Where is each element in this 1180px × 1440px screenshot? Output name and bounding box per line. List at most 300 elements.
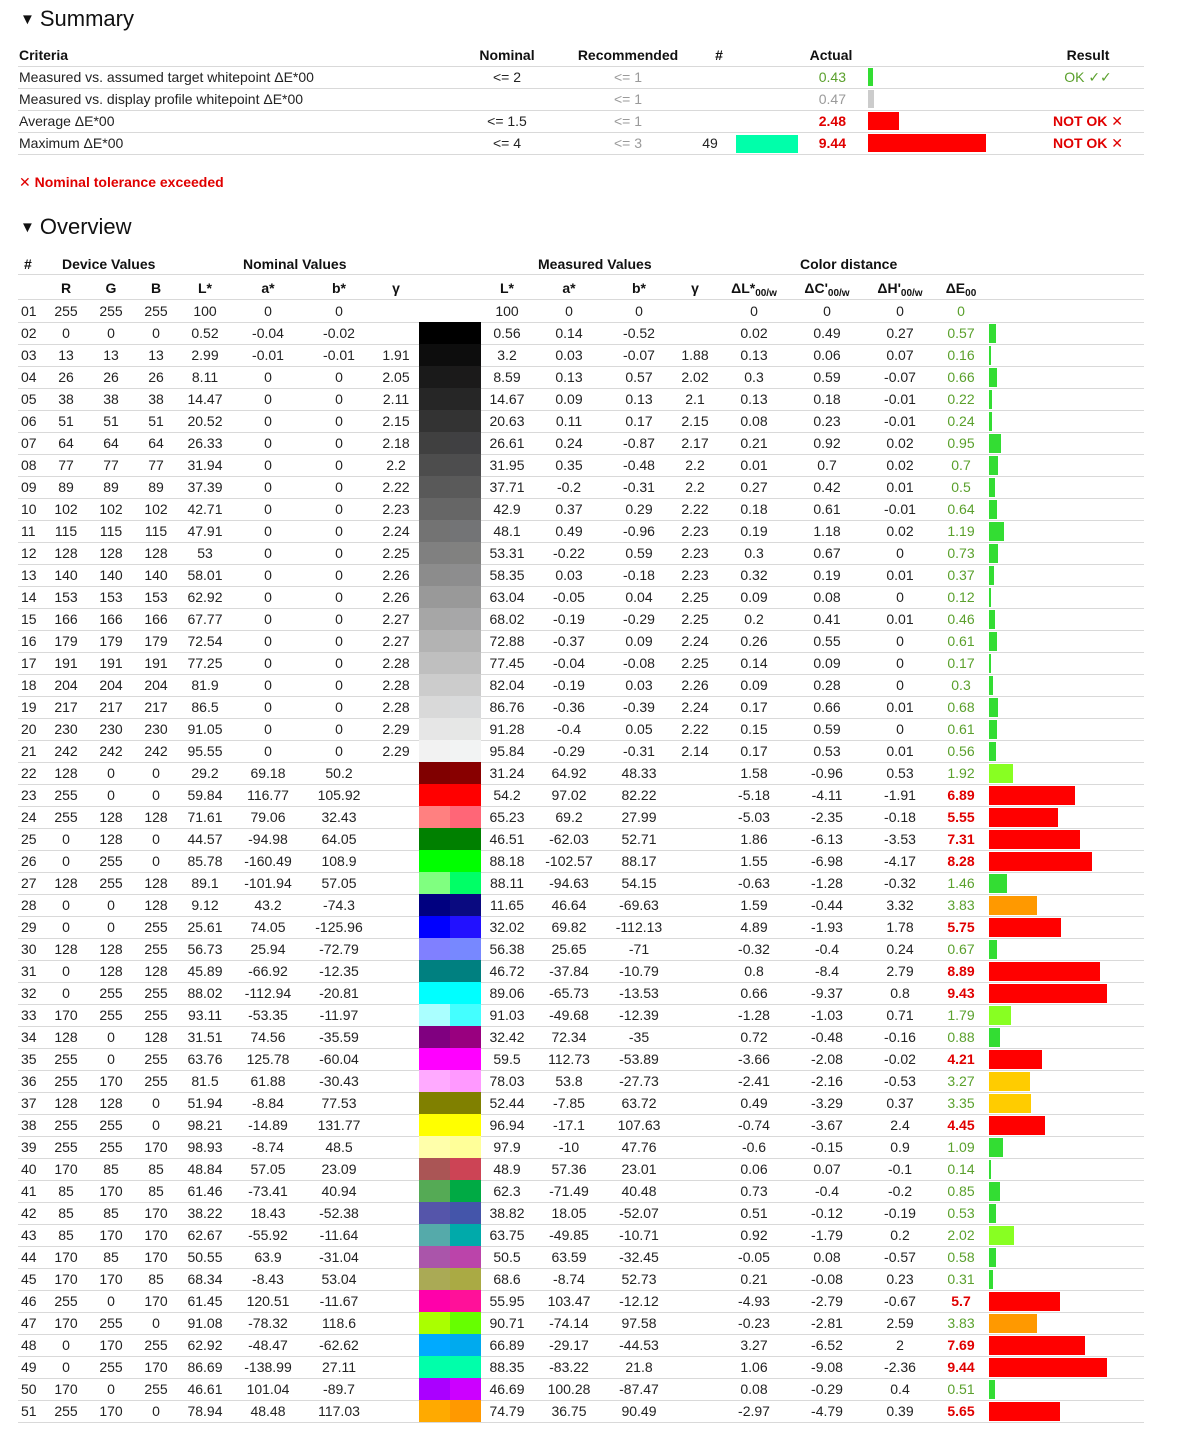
overview-cell-bb: 0 bbox=[335, 391, 343, 407]
overview-cell-num: 04 bbox=[21, 369, 37, 385]
overview-cell-a: -78.32 bbox=[248, 1315, 288, 1331]
overview-cell-bb: 0 bbox=[335, 611, 343, 627]
overview-cell-ma: -17.1 bbox=[553, 1117, 585, 1133]
overview-cell-l: 25.61 bbox=[187, 919, 223, 935]
summary-nominal: <= 2 bbox=[492, 69, 522, 85]
overview-cell-dh: 0.2 bbox=[890, 1227, 910, 1243]
overview-cell-r: 85 bbox=[58, 1205, 74, 1221]
overview-cell-mb: -0.31 bbox=[623, 479, 655, 495]
delta-e-bar bbox=[989, 1380, 995, 1399]
overview-cell-mb: 82.22 bbox=[621, 787, 657, 803]
overview-cell-dl: 0.49 bbox=[740, 1095, 768, 1111]
overview-cell-l: 61.45 bbox=[187, 1293, 223, 1309]
overview-cell-b: 255 bbox=[144, 941, 168, 957]
overview-cell-ml: 78.03 bbox=[489, 1073, 525, 1089]
overview-cell-l: 42.71 bbox=[187, 501, 223, 517]
overview-cell-bb: -72.79 bbox=[319, 941, 359, 957]
overview-cell-ma: 0.49 bbox=[555, 523, 583, 539]
measured-color-swatch bbox=[450, 1224, 481, 1246]
overview-cell-bb: 57.05 bbox=[321, 875, 357, 891]
delta-e-bar bbox=[989, 1094, 1031, 1113]
overview-cell-r: 0 bbox=[62, 1359, 70, 1375]
overview-cell-de: 0.61 bbox=[947, 633, 975, 649]
overview-cell-l: 9.12 bbox=[191, 897, 219, 913]
nominal-color-swatch bbox=[419, 542, 450, 564]
overview-cell-g: 128 bbox=[99, 809, 123, 825]
measured-color-swatch bbox=[450, 1180, 481, 1202]
overview-cell-dc: 0.23 bbox=[813, 413, 841, 429]
overview-cell-dl: -5.03 bbox=[738, 809, 770, 825]
overview-cell-mgamma: 2.22 bbox=[681, 501, 709, 517]
overview-cell-b: 0 bbox=[152, 787, 160, 803]
overview-cell-mgamma: 2.25 bbox=[681, 611, 709, 627]
overview-cell-mb: -53.89 bbox=[619, 1051, 659, 1067]
overview-cell-de: 0.61 bbox=[947, 721, 975, 737]
overview-cell-ml: 97.9 bbox=[493, 1139, 521, 1155]
overview-cell-de: 1.09 bbox=[947, 1139, 975, 1155]
overview-cell-g: 230 bbox=[99, 721, 123, 737]
overview-cell-ml: 46.69 bbox=[489, 1381, 525, 1397]
overview-heading[interactable] bbox=[20, 214, 132, 240]
overview-cell-gamma: 2.26 bbox=[382, 589, 410, 605]
delta-e-bar bbox=[989, 1358, 1107, 1377]
overview-cell-ml: 63.75 bbox=[489, 1227, 525, 1243]
overview-cell-l: 71.61 bbox=[187, 809, 223, 825]
overview-cell-ma: -62.03 bbox=[549, 831, 589, 847]
overview-cell-a: 0 bbox=[264, 435, 272, 451]
overview-cell-dc: 0.41 bbox=[813, 611, 841, 627]
summary-result: OK ✓✓ bbox=[1064, 69, 1112, 85]
delta-e-bar bbox=[989, 852, 1092, 871]
overview-cell-mb: 0.04 bbox=[625, 589, 653, 605]
overview-col-ma: a* bbox=[562, 280, 576, 296]
measured-color-swatch bbox=[450, 454, 481, 476]
overview-cell-r: 0 bbox=[62, 831, 70, 847]
overview-cell-ma: 0.35 bbox=[555, 457, 583, 473]
delta-e-bar bbox=[989, 1050, 1042, 1069]
overview-cell-dh: 0 bbox=[896, 303, 904, 319]
overview-cell-r: 204 bbox=[54, 677, 78, 693]
measured-color-swatch bbox=[450, 828, 481, 850]
overview-cell-g: 115 bbox=[99, 523, 123, 539]
overview-cell-de: 0.12 bbox=[947, 589, 975, 605]
overview-cell-dh: -0.01 bbox=[884, 413, 916, 429]
overview-cell-b: 170 bbox=[144, 1249, 168, 1265]
overview-cell-b: 204 bbox=[144, 677, 168, 693]
overview-cell-num: 48 bbox=[21, 1337, 37, 1353]
overview-cell-de: 0.57 bbox=[947, 325, 975, 341]
overview-cell-num: 05 bbox=[21, 391, 37, 407]
overview-cell-dl: 0.09 bbox=[740, 677, 768, 693]
measured-color-swatch bbox=[450, 322, 481, 344]
overview-cell-l: 46.61 bbox=[187, 1381, 223, 1397]
tolerance-note: ✕ Nominal tolerance exceeded bbox=[19, 174, 224, 190]
overview-cell-dc: 0.06 bbox=[813, 347, 841, 363]
overview-cell-g: 170 bbox=[99, 1073, 123, 1089]
overview-cell-dl: 0.3 bbox=[744, 545, 764, 561]
overview-cell-mb: -69.63 bbox=[619, 897, 659, 913]
overview-cell-r: 0 bbox=[62, 853, 70, 869]
overview-cell-num: 35 bbox=[21, 1051, 37, 1067]
overview-cell-dl: -0.74 bbox=[738, 1117, 770, 1133]
overview-cell-ma: -49.85 bbox=[549, 1227, 589, 1243]
nominal-color-swatch bbox=[419, 1356, 450, 1378]
overview-cell-mb: -0.18 bbox=[623, 567, 655, 583]
overview-cell-ml: 48.1 bbox=[493, 523, 521, 539]
overview-cell-bb: 0 bbox=[335, 589, 343, 605]
overview-cell-dc: 0.53 bbox=[813, 743, 841, 759]
nominal-color-swatch bbox=[419, 1048, 450, 1070]
overview-cell-dh: 0.07 bbox=[886, 347, 914, 363]
overview-cell-dc: -0.96 bbox=[811, 765, 843, 781]
overview-cell-de: 0.73 bbox=[947, 545, 975, 561]
overview-cell-dh: -0.07 bbox=[884, 369, 916, 385]
overview-cell-g: 89 bbox=[103, 479, 119, 495]
collapse-triangle-icon[interactable]: ▼ bbox=[20, 11, 35, 28]
overview-cell-mb: -12.12 bbox=[619, 1293, 659, 1309]
overview-cell-l: 93.11 bbox=[188, 1007, 222, 1023]
overview-cell-de: 0.24 bbox=[947, 413, 975, 429]
overview-cell-l: 68.34 bbox=[187, 1271, 223, 1287]
overview-cell-a: -73.41 bbox=[248, 1183, 288, 1199]
overview-cell-r: 38 bbox=[58, 391, 74, 407]
overview-cell-bb: 0 bbox=[335, 501, 343, 517]
overview-cell-de: 0.95 bbox=[947, 435, 975, 451]
overview-cell-dl: -2.97 bbox=[738, 1403, 770, 1419]
delta-e-bar bbox=[989, 1204, 996, 1223]
overview-cell-g: 255 bbox=[99, 875, 123, 891]
overview-cell-r: 128 bbox=[54, 545, 78, 561]
measured-color-swatch bbox=[450, 718, 481, 740]
summary-heading[interactable] bbox=[20, 6, 134, 32]
overview-cell-dh: 0.02 bbox=[886, 523, 914, 539]
overview-cell-g: 166 bbox=[99, 611, 123, 627]
delta-e-bar bbox=[989, 720, 997, 739]
overview-cell-de: 0.46 bbox=[947, 611, 975, 627]
overview-cell-l: 53 bbox=[197, 545, 213, 561]
overview-cell-dl: 0.13 bbox=[740, 347, 768, 363]
overview-cell-de: 1.19 bbox=[947, 523, 975, 539]
overview-cell-de: 1.79 bbox=[947, 1007, 975, 1023]
overview-cell-dc: -0.29 bbox=[811, 1381, 843, 1397]
overview-cell-gamma: 2.29 bbox=[382, 721, 410, 737]
overview-cell-num: 45 bbox=[21, 1271, 37, 1287]
overview-cell-num: 51 bbox=[21, 1403, 37, 1419]
overview-cell-r: 255 bbox=[54, 1293, 78, 1309]
collapse-triangle-icon[interactable]: ▼ bbox=[20, 219, 35, 236]
delta-e-bar bbox=[989, 610, 995, 629]
overview-col-b: B bbox=[150, 280, 162, 296]
overview-cell-de: 8.89 bbox=[947, 963, 975, 979]
overview-cell-ml: 14.67 bbox=[489, 391, 525, 407]
overview-cell-num: 08 bbox=[21, 457, 37, 473]
overview-cell-b: 128 bbox=[144, 809, 168, 825]
overview-cell-dh: 0.8 bbox=[890, 985, 910, 1001]
measured-color-swatch bbox=[450, 498, 481, 520]
nominal-color-swatch bbox=[419, 1202, 450, 1224]
overview-cell-r: 64 bbox=[58, 435, 74, 451]
overview-cell-r: 255 bbox=[54, 809, 78, 825]
overview-cell-b: 0 bbox=[152, 765, 160, 781]
overview-cell-l: 44.57 bbox=[187, 831, 223, 847]
overview-cell-b: 170 bbox=[144, 1205, 168, 1221]
overview-cell-ml: 38.82 bbox=[489, 1205, 525, 1221]
overview-cell-r: 85 bbox=[58, 1183, 74, 1199]
overview-cell-de: 0.85 bbox=[947, 1183, 975, 1199]
overview-cell-r: 13 bbox=[58, 347, 74, 363]
overview-cell-dh: -0.01 bbox=[884, 501, 916, 517]
overview-cell-gamma: 2.25 bbox=[382, 545, 410, 561]
overview-cell-dl: 0.21 bbox=[740, 435, 768, 451]
delta-e-bar bbox=[989, 808, 1058, 827]
overview-cell-mb: -0.07 bbox=[623, 347, 655, 363]
overview-cell-dl: 0.92 bbox=[740, 1227, 768, 1243]
overview-group-distance: Color distance bbox=[800, 256, 898, 272]
summary-header-recommended: Recommended bbox=[577, 47, 679, 63]
summary-actual: 9.44 bbox=[818, 135, 846, 151]
overview-cell-bb: 131.77 bbox=[317, 1117, 361, 1133]
overview-cell-a: -138.99 bbox=[244, 1359, 292, 1375]
summary-criteria: Measured vs. assumed target whitepoint ΔE*00 bbox=[19, 69, 314, 85]
overview-cell-l: 59.84 bbox=[187, 787, 223, 803]
overview-cell-dc: 0.59 bbox=[813, 369, 841, 385]
overview-cell-bb: 0 bbox=[335, 457, 343, 473]
overview-cell-a: 63.9 bbox=[254, 1249, 282, 1265]
overview-cell-dl: -5.18 bbox=[738, 787, 770, 803]
overview-cell-mgamma: 1.88 bbox=[681, 347, 709, 363]
overview-cell-de: 0.68 bbox=[947, 699, 975, 715]
overview-cell-a: -160.49 bbox=[244, 853, 292, 869]
overview-cell-gamma: 2.27 bbox=[382, 611, 410, 627]
overview-cell-ml: 52.44 bbox=[489, 1095, 525, 1111]
summary-recommended: <= 1 bbox=[613, 69, 643, 85]
overview-cell-g: 85 bbox=[103, 1161, 119, 1177]
overview-cell-num: 07 bbox=[21, 435, 37, 451]
measured-color-swatch bbox=[450, 982, 481, 1004]
nominal-color-swatch bbox=[419, 652, 450, 674]
overview-cell-a: 79.06 bbox=[250, 809, 286, 825]
overview-cell-dl: 1.06 bbox=[740, 1359, 768, 1375]
nominal-color-swatch bbox=[419, 938, 450, 960]
overview-cell-num: 25 bbox=[21, 831, 37, 847]
overview-cell-dh: -0.18 bbox=[884, 809, 916, 825]
overview-cell-b: 0 bbox=[152, 1117, 160, 1133]
overview-cell-ml: 88.11 bbox=[490, 875, 524, 891]
delta-e-bar bbox=[989, 368, 997, 387]
overview-cell-dc: -3.67 bbox=[811, 1117, 843, 1133]
overview-cell-b: 166 bbox=[144, 611, 168, 627]
overview-cell-bb: 64.05 bbox=[321, 831, 357, 847]
overview-cell-de: 2.02 bbox=[947, 1227, 975, 1243]
nominal-color-swatch bbox=[419, 608, 450, 630]
overview-cell-ma: 0.11 bbox=[555, 413, 583, 429]
overview-cell-ma: 63.59 bbox=[551, 1249, 587, 1265]
overview-cell-g: 102 bbox=[99, 501, 123, 517]
overview-cell-mb: 97.58 bbox=[621, 1315, 657, 1331]
overview-cell-ma: -0.04 bbox=[553, 655, 585, 671]
overview-cell-ma: -0.37 bbox=[553, 633, 585, 649]
overview-cell-ml: 37.71 bbox=[489, 479, 525, 495]
measured-color-swatch bbox=[450, 1048, 481, 1070]
overview-cell-de: 0.66 bbox=[947, 369, 975, 385]
overview-cell-dh: 0 bbox=[896, 589, 904, 605]
overview-cell-dc: -0.4 bbox=[814, 941, 840, 957]
overview-cell-de: 0 bbox=[957, 303, 965, 319]
overview-cell-bb: -74.3 bbox=[323, 897, 355, 913]
overview-col-dh-subscript: 00/w bbox=[900, 288, 923, 299]
measured-color-swatch bbox=[450, 388, 481, 410]
overview-cell-bb: 0 bbox=[335, 655, 343, 671]
overview-cell-r: 191 bbox=[54, 655, 78, 671]
overview-col-mgamma: γ bbox=[691, 280, 699, 296]
overview-cell-l: 86.5 bbox=[191, 699, 219, 715]
overview-cell-mb: 0.17 bbox=[625, 413, 653, 429]
measured-color-swatch bbox=[450, 1136, 481, 1158]
overview-cell-num: 39 bbox=[21, 1139, 37, 1155]
overview-cell-r: 170 bbox=[54, 1315, 78, 1331]
overview-cell-bb: 0 bbox=[335, 369, 343, 385]
overview-cell-ma: -94.63 bbox=[549, 875, 589, 891]
overview-cell-dl: -0.6 bbox=[741, 1139, 767, 1155]
overview-cell-dc: 0.61 bbox=[813, 501, 841, 517]
overview-cell-mb: -0.31 bbox=[623, 743, 655, 759]
overview-cell-mb: 0.13 bbox=[625, 391, 653, 407]
overview-cell-num: 06 bbox=[21, 413, 37, 429]
nominal-color-swatch bbox=[419, 916, 450, 938]
overview-cell-a: -14.89 bbox=[248, 1117, 288, 1133]
overview-cell-bb: 0 bbox=[335, 743, 343, 759]
overview-cell-mb: 0.59 bbox=[625, 545, 653, 561]
overview-cell-ma: 0.09 bbox=[555, 391, 583, 407]
overview-cell-mb: -12.39 bbox=[619, 1007, 659, 1023]
overview-cell-dc: 1.18 bbox=[813, 523, 841, 539]
overview-cell-bb: 27.11 bbox=[322, 1359, 356, 1375]
delta-e-bar bbox=[989, 1270, 993, 1289]
measured-color-swatch bbox=[450, 1312, 481, 1334]
overview-cell-dh: -0.01 bbox=[884, 391, 916, 407]
overview-cell-r: 242 bbox=[54, 743, 78, 759]
overview-cell-gamma: 2.26 bbox=[382, 567, 410, 583]
overview-cell-dc: -2.79 bbox=[811, 1293, 843, 1309]
overview-cell-l: 8.11 bbox=[191, 369, 219, 385]
overview-cell-dc: 0.19 bbox=[813, 567, 841, 583]
overview-cell-b: 128 bbox=[144, 875, 168, 891]
summary-nominal: <= 4 bbox=[492, 135, 522, 151]
nominal-color-swatch bbox=[419, 520, 450, 542]
overview-cell-r: 255 bbox=[54, 1139, 78, 1155]
overview-cell-num: 13 bbox=[21, 567, 37, 583]
overview-cell-dl: 4.89 bbox=[740, 919, 768, 935]
overview-cell-b: 0 bbox=[152, 1095, 160, 1111]
overview-cell-ma: 69.2 bbox=[555, 809, 583, 825]
summary-actual-bar bbox=[868, 112, 899, 130]
summary-title: Summary bbox=[39, 6, 134, 31]
overview-cell-g: 85 bbox=[103, 1249, 119, 1265]
overview-cell-ma: -0.36 bbox=[553, 699, 585, 715]
overview-cell-ma: -0.2 bbox=[556, 479, 582, 495]
overview-cell-mb: 0.57 bbox=[625, 369, 653, 385]
overview-cell-b: 128 bbox=[144, 1029, 168, 1045]
overview-cell-mb: -112.13 bbox=[615, 919, 663, 935]
overview-cell-dl: -1.28 bbox=[738, 1007, 770, 1023]
overview-cell-de: 0.17 bbox=[947, 655, 975, 671]
overview-cell-r: 255 bbox=[54, 1051, 78, 1067]
overview-cell-b: 51 bbox=[148, 413, 164, 429]
summary-header-actual: Actual bbox=[809, 47, 853, 63]
overview-cell-dl: 0.02 bbox=[740, 325, 768, 341]
overview-cell-g: 128 bbox=[99, 545, 123, 561]
overview-cell-l: 45.89 bbox=[187, 963, 223, 979]
overview-cell-l: 62.92 bbox=[187, 589, 223, 605]
overview-cell-r: 128 bbox=[54, 875, 78, 891]
measured-color-swatch bbox=[450, 1268, 481, 1290]
overview-cell-a: 74.56 bbox=[250, 1029, 286, 1045]
nominal-color-swatch bbox=[419, 410, 450, 432]
overview-cell-mb: 90.49 bbox=[621, 1403, 657, 1419]
overview-cell-b: 85 bbox=[148, 1161, 164, 1177]
delta-e-bar bbox=[989, 566, 994, 585]
overview-cell-mb: -0.08 bbox=[623, 655, 655, 671]
overview-cell-mb: -10.79 bbox=[619, 963, 659, 979]
delta-e-bar bbox=[989, 1028, 1000, 1047]
overview-cell-ml: 82.04 bbox=[489, 677, 525, 693]
overview-cell-mb: 21.8 bbox=[625, 1359, 653, 1375]
overview-cell-g: 0 bbox=[107, 787, 115, 803]
delta-e-bar bbox=[989, 1160, 991, 1179]
overview-cell-r: 0 bbox=[62, 963, 70, 979]
overview-cell-mb: -0.87 bbox=[623, 435, 655, 451]
overview-cell-mb: -44.53 bbox=[619, 1337, 659, 1353]
delta-e-bar bbox=[989, 984, 1107, 1003]
overview-cell-de: 0.51 bbox=[947, 1381, 975, 1397]
overview-cell-g: 242 bbox=[99, 743, 123, 759]
nominal-color-swatch bbox=[419, 388, 450, 410]
overview-cell-de: 0.31 bbox=[947, 1271, 975, 1287]
overview-title: Overview bbox=[39, 214, 132, 239]
overview-cell-r: 170 bbox=[54, 1161, 78, 1177]
overview-cell-l: 81.5 bbox=[191, 1073, 219, 1089]
overview-cell-bb: 0 bbox=[335, 567, 343, 583]
overview-cell-r: 255 bbox=[54, 303, 78, 319]
overview-cell-a: 0 bbox=[264, 567, 272, 583]
overview-cell-a: -55.92 bbox=[248, 1227, 288, 1243]
overview-cell-ml: 89.06 bbox=[489, 985, 525, 1001]
overview-cell-gamma: 2.28 bbox=[382, 655, 410, 671]
overview-cell-bb: -60.04 bbox=[319, 1051, 359, 1067]
overview-cell-g: 77 bbox=[103, 457, 119, 473]
overview-cell-bb: -11.64 bbox=[319, 1227, 359, 1243]
overview-cell-gamma: 2.28 bbox=[382, 699, 410, 715]
overview-cell-mb: 63.72 bbox=[621, 1095, 657, 1111]
overview-cell-r: 102 bbox=[54, 501, 78, 517]
overview-cell-mb: 40.48 bbox=[621, 1183, 657, 1199]
summary-result: NOT OK ✕ bbox=[1052, 135, 1124, 151]
delta-e-bar bbox=[989, 1226, 1014, 1245]
overview-cell-b: 255 bbox=[144, 985, 168, 1001]
nominal-color-swatch bbox=[419, 630, 450, 652]
overview-cell-l: 37.39 bbox=[187, 479, 223, 495]
overview-cell-mb: -32.45 bbox=[619, 1249, 659, 1265]
measured-color-swatch bbox=[450, 586, 481, 608]
delta-e-bar bbox=[989, 940, 997, 959]
overview-cell-b: 191 bbox=[144, 655, 168, 671]
overview-cell-g: 128 bbox=[99, 831, 123, 847]
nominal-color-swatch bbox=[419, 1312, 450, 1334]
overview-cell-a: 0 bbox=[264, 413, 272, 429]
overview-cell-num: 01 bbox=[21, 303, 37, 319]
overview-cell-r: 128 bbox=[54, 765, 78, 781]
overview-cell-g: 255 bbox=[99, 1315, 123, 1331]
